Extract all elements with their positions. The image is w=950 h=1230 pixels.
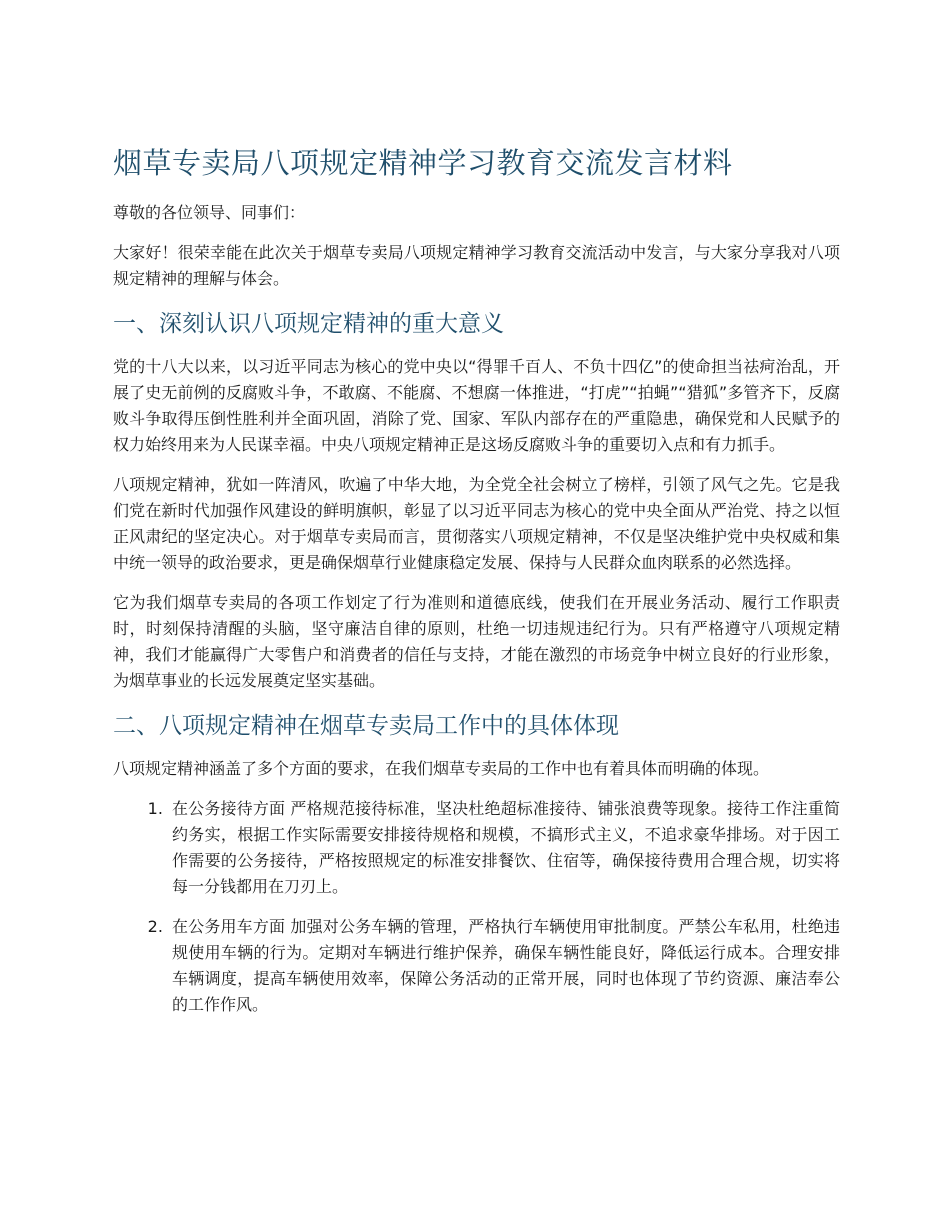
document-page xyxy=(113,140,840,1032)
section-2-intro: 八项规定精神涵盖了多个方面的要求，在我们烟草专卖局的工作中也有着具体而明确的体现。 xyxy=(113,759,770,778)
list-item-official-reception: 1. 在公务接待方面 严格规范接待标准，坚决杜绝超标准接待、铺张浪费等现象。接待工作注重简约务实，根据工作实际需要安排接待规格和规模，不搞形式主义，不追求豪华排场。对于因工作需要的公务接待，严格按照规定的标准安排餐饮、住宿等，确保接待费用合理合规，切实将每一分钱都用在刀刃上。 xyxy=(168,796,840,900)
document-title: 烟草专卖局八项规定精神学习教育交流发言材料 xyxy=(113,146,733,180)
section-2-heading: 二、八项规定精神在烟草专卖局工作中的具体体现 xyxy=(113,713,619,739)
section-1-paragraph-1: 党的十八大以来，以习近平同志为核心的党中央以“得罪千百人、不负十四亿”的使命担当祛疴治乱，开展了史无前例的反腐败斗争，不敢腐、不能腐、不想腐一体推进，“打虎”“拍蝇”“猎狐”多管齐下，反腐败斗争取得压倒性胜利并全面巩固，消除了党、国家、军队内部存在的严重隐患，确保党和人民赋予的权力始终用来为人民谋幸福。中央八项规定精神正是这场反腐败斗争的重要切入点和有力抓手。 xyxy=(113,357,840,454)
section-1-paragraph-3: 它为我们烟草专卖局的各项工作划定了行为准则和道德底线，使我们在开展业务活动、履行工作职责时，时刻保持清醒的头脑，坚守廉洁自律的原则，杜绝一切违规违纪行为。只有严格遵守八项规定精神，我们才能赢得广大零售户和消费者的信任与支持，才能在激烈的市场竞争中树立良好的行业形象，为烟草事业的长远发展奠定坚实基础。 xyxy=(113,593,840,690)
section-2-list xyxy=(113,796,840,1018)
greeting: 尊敬的各位领导、同事们： xyxy=(113,203,306,222)
section-1-heading: 一、深刻认识八项规定精神的重大意义 xyxy=(113,311,504,337)
list-item-official-vehicles: 2. 在公务用车方面 加强对公务车辆的管理，严格执行车辆使用审批制度。严禁公车私用，杜绝违规使用车辆的行为。定期对车辆进行维护保养，确保车辆性能良好，降低运行成本。合理安排车辆调度，提高车辆使用效率，保障公务活动的正常开展，同时也体现了节约资源、廉洁奉公的工作作风。 xyxy=(168,914,840,1018)
section-1-paragraph-2: 八项规定精神，犹如一阵清风，吹遍了中华大地，为全党全社会树立了榜样，引领了风气之先。它是我们党在新时代加强作风建设的鲜明旗帜，彰显了以习近平同志为核心的党中央全面从严治党、持之以恒正风肃纪的坚定决心。对于烟草专卖局而言，贯彻落实八项规定精神，不仅是坚决维护党中央权威和集中统一领导的政治要求，更是确保烟草行业健康稳定发展、保持与人民群众血肉联系的必然选择。 xyxy=(113,475,840,572)
intro-paragraph: 大家好！很荣幸能在此次关于烟草专卖局八项规定精神学习教育交流活动中发言，与大家分享我对八项规定精神的理解与体会。 xyxy=(113,243,840,288)
